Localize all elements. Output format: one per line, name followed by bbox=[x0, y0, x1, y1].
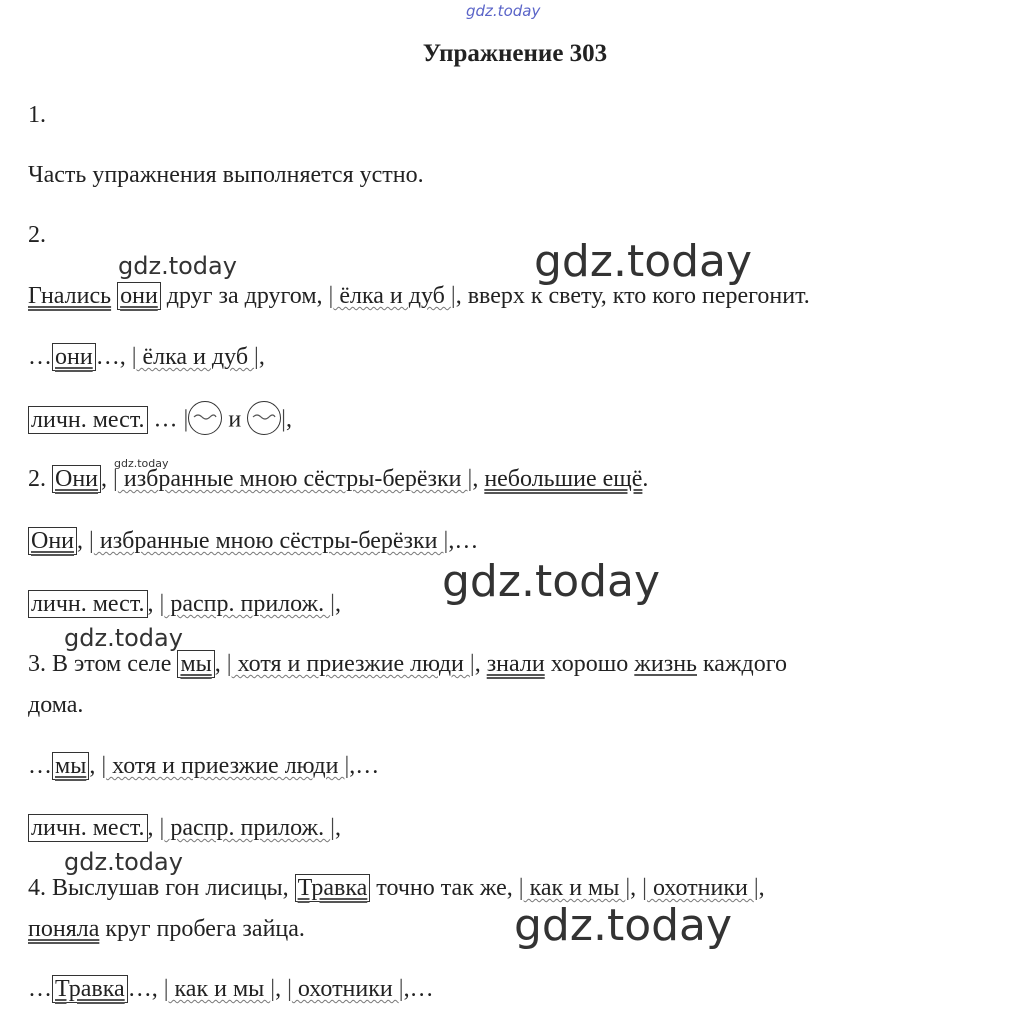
sentence-1: Гнались они друг за другом, | ёлка и дуб |, вверх к свету, кто кого перегонит. bbox=[28, 283, 810, 309]
scheme-3a: … мы , | хотя и приезжие люди |,… bbox=[28, 753, 380, 779]
exercise-2-number: 2. bbox=[28, 222, 46, 248]
scheme-box: личн. мест. bbox=[28, 590, 148, 618]
watermark: gdz.today bbox=[534, 236, 753, 287]
apposition: охотники bbox=[646, 875, 754, 901]
apposition: избранные мною сёстры-берёзки bbox=[93, 528, 444, 554]
predicate: знали bbox=[486, 651, 545, 677]
scheme-1a: … они …, | ёлка и дуб |, bbox=[28, 344, 265, 370]
scheme-2a: Они , | избранные мною сёстры-берёзки |,… bbox=[28, 527, 478, 556]
predicate: Гнались bbox=[28, 283, 112, 309]
watermark: gdz.today bbox=[442, 556, 661, 607]
scheme-3b: личн. мест. , | распр. прилож. |, bbox=[28, 814, 341, 843]
apposition: ёлка и дуб bbox=[333, 283, 451, 309]
apposition: как и мы bbox=[168, 976, 271, 1002]
scheme-box: личн. мест. bbox=[28, 406, 148, 434]
object: жизнь bbox=[634, 651, 697, 677]
noun-oval-icon bbox=[188, 401, 222, 435]
apposition: охотники bbox=[291, 976, 399, 1002]
apposition: ёлка и дуб bbox=[136, 344, 255, 370]
sentence-4-continuation: поняла круг пробега зайца. bbox=[28, 916, 305, 942]
noun-oval-icon bbox=[247, 401, 281, 435]
predicate: поняла bbox=[28, 916, 100, 942]
scheme-box: личн. мест. bbox=[28, 814, 148, 842]
exercise-1-number: 1. bbox=[28, 102, 46, 128]
apposition: распр. прилож. bbox=[164, 591, 331, 617]
subject: Травка bbox=[295, 874, 371, 902]
sentence-3-continuation: дома. bbox=[28, 692, 84, 718]
scheme-1b: личн. мест. … | и |, bbox=[28, 404, 292, 438]
scheme-4a: … Травка …, | как и мы |, | охотники |,… bbox=[28, 976, 434, 1002]
watermark: gdz.today bbox=[114, 457, 169, 470]
sentence-3: 3. В этом селе мы , | хотя и приезжие люди |, знали хорошо жизнь каждого bbox=[28, 651, 787, 677]
subject-pronoun: они bbox=[117, 282, 161, 310]
subject-pronoun: они bbox=[52, 343, 96, 371]
watermark: gdz.today bbox=[64, 624, 183, 652]
exercise-1-text: Часть упражнения выполняется устно. bbox=[28, 162, 424, 188]
subject: Травка bbox=[52, 975, 128, 1003]
apposition: избранные мною сёстры-берёзки bbox=[117, 466, 468, 492]
apposition: хотя и приезжие люди bbox=[106, 753, 345, 779]
scheme-2b: личн. мест. , | распр. прилож. |, bbox=[28, 590, 341, 619]
watermark-top: gdz.today bbox=[466, 2, 541, 20]
watermark: gdz.today bbox=[118, 252, 237, 280]
subject-pronoun: Они bbox=[28, 527, 77, 555]
page-title: Упражнение 303 bbox=[422, 40, 608, 67]
apposition: как и мы bbox=[523, 875, 626, 901]
subject-pronoun: Они bbox=[52, 465, 101, 493]
subject-pronoun: мы bbox=[177, 650, 214, 678]
apposition: распр. прилож. bbox=[164, 815, 331, 841]
sentence-2: 2. Они , | избранные мною сёстры-берёзки |, небольшие ещё. bbox=[28, 466, 649, 492]
subject-pronoun: мы bbox=[52, 752, 89, 780]
predicate: небольшие ещё bbox=[484, 466, 643, 492]
watermark: gdz.today bbox=[64, 848, 183, 876]
sentence-4: 4. Выслушав гон лисицы, Травка точно так же, | как и мы |, | охотники |, bbox=[28, 875, 765, 901]
watermark: gdz.today bbox=[514, 900, 733, 951]
apposition: хотя и приезжие люди bbox=[231, 651, 470, 677]
